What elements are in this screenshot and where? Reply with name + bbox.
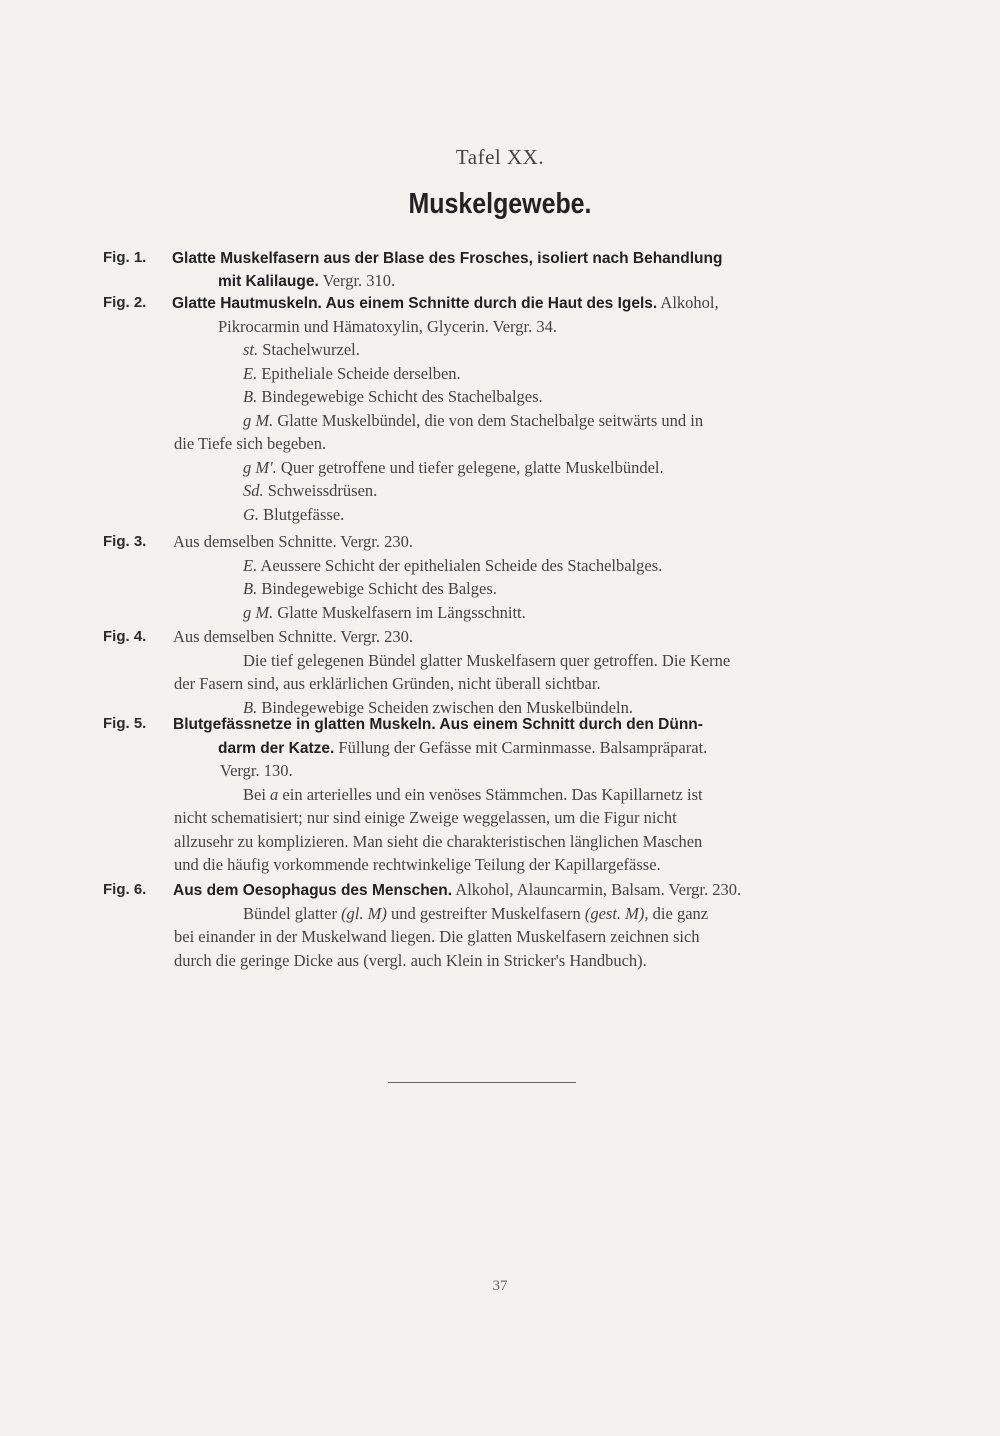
body-text: und die häufig vorkommende rechtwinkelige Teilung der Kapillargefässe. (174, 855, 661, 874)
figure-label: Fig. 5. (103, 715, 147, 732)
figure-text-line (172, 293, 719, 314)
abbreviation-text: B. (243, 697, 258, 717)
abbreviation-text: B. (243, 579, 258, 598)
abbreviation-text: E. (243, 555, 258, 575)
body-text: Glatte Muskelbündel, die von dem Stachelbalge seitwärts und in (273, 410, 704, 430)
body-text: Die tief gelegenen Bündel glatter Muskelfasern quer getroffen. Die Kerne (243, 650, 731, 670)
figure-text-line (173, 714, 703, 735)
figure-text-line (174, 674, 601, 694)
abbreviation-text: g M. (243, 602, 274, 622)
abbreviation-text: Sd. (243, 481, 264, 500)
body-text: Quer getroffene und tiefer gelegene, glatte Muskelbündel. (276, 457, 664, 477)
body-text: Schweissdrüsen. (263, 481, 378, 500)
abbreviation-text: (gest. M), (584, 903, 649, 923)
figure-text-line (174, 434, 326, 454)
body-text: durch die geringe Dicke aus (vergl. auch Klein in Stricker's Handbuch). (174, 950, 647, 970)
body-text: Bindegewebige Schicht des Stachelbalges. (257, 387, 543, 406)
figure-heading-text: Glatte Hautmuskeln. Aus einem Schnitte durch die Haut des Igels. (172, 295, 658, 312)
figure-text-line (173, 532, 413, 552)
body-text: Füllung der Gefässe mit Carminmasse. Balsampräparat. (334, 737, 708, 757)
body-text: Vergr. 130. (220, 761, 293, 780)
figure-text-line (243, 603, 526, 623)
figure-label: Fig. 6. (103, 881, 147, 898)
figure-heading-text: darm der Katze. (218, 739, 335, 757)
figure-text-line (243, 556, 662, 576)
figure-text-line (174, 808, 677, 828)
figure-text-line (220, 761, 293, 781)
figure-label: Fig. 4. (103, 628, 147, 645)
body-text: ein arterielles und ein venöses Stämmchen. Das Kapillarnetz ist (278, 784, 703, 804)
body-text: Blutgefässe. (259, 504, 345, 524)
figure-text-line (243, 411, 703, 431)
abbreviation-text: B. (243, 387, 258, 406)
figure-text-line (243, 579, 497, 599)
body-text: allzusehr zu komplizieren. Man sieht die charakteristischen länglichen Maschen (174, 831, 703, 851)
abbreviation-text: E. (243, 363, 258, 383)
abbreviation-text: G. (243, 504, 260, 524)
body-text: bei einander in der Muskelwand liegen. Die glatten Muskelfasern zeichnen sich (174, 927, 700, 946)
body-text: Alkohol, Alauncarmin, Balsam. Vergr. 230. (452, 880, 742, 899)
figure-text-line (243, 364, 461, 384)
body-text: der Fasern sind, aus erklärlichen Gründen, nicht überall sichtbar. (174, 674, 601, 693)
body-text: Aeussere Schicht der epithelialen Scheide des Stachelbalges. (257, 555, 663, 575)
figure-text-line (243, 904, 708, 924)
body-text: Glatte Muskelfasern im Längsschnitt. (273, 602, 526, 622)
body-text: Epitheliale Scheide derselben. (257, 363, 461, 383)
figure-text-line (174, 832, 702, 852)
figure-text-line (243, 340, 360, 360)
figure-text-line (174, 927, 700, 947)
figure-text-line (243, 481, 377, 501)
figure-heading-text: mit Kalilauge. (218, 272, 319, 290)
figure-label: Fig. 3. (103, 533, 147, 550)
page-number: 37 (492, 1278, 508, 1294)
body-text: Alkohol, (657, 293, 719, 312)
abbreviation-text: st. (243, 340, 259, 359)
abbreviation-text: g M. (243, 410, 274, 430)
figure-text-line (174, 951, 647, 971)
figure-text-line (243, 785, 703, 805)
figure-text-line (173, 880, 741, 901)
body-text: die ganz (648, 903, 709, 923)
body-text: die Tiefe sich begeben. (174, 434, 327, 453)
figure-text-line (218, 271, 395, 292)
figure-heading-text: Glatte Muskelfasern aus der Blase des Frosches, isoliert nach Behandlung (172, 250, 723, 267)
body-text: Bei (243, 784, 271, 804)
body-text: und gestreifter Muskelfasern (386, 903, 585, 923)
plate-title: Tafel XX. (455, 145, 545, 169)
closing-rule (388, 1082, 576, 1083)
body-text: Aus demselben Schnitte. Vergr. 230. (173, 532, 413, 551)
figure-text-line (243, 387, 543, 407)
figure-text-line (243, 458, 664, 478)
figure-text-line (218, 738, 707, 759)
abbreviation-text: a (270, 784, 279, 804)
abbreviation-text: (gl. M) (341, 903, 387, 923)
figure-text-line (243, 505, 344, 525)
figure-text-line (173, 627, 413, 647)
abbreviation-text: g M'. (243, 457, 277, 477)
figure-text-line (218, 317, 557, 337)
body-text: nicht schematisiert; nur sind einige Zweige weggelassen, um die Figur nicht (174, 808, 677, 827)
figure-heading-text: Blutgefässnetze in glatten Muskeln. Aus einem Schnitt durch den Dünn- (173, 716, 703, 733)
body-text: Pikrocarmin und Hämatoxylin, Glycerin. Vergr. 34. (218, 316, 557, 336)
figure-label: Fig. 2. (103, 294, 147, 311)
figure-text-line (243, 651, 730, 671)
body-text: Bündel glatter (243, 903, 342, 923)
body-text: Stachelwurzel. (258, 340, 360, 359)
figure-label: Fig. 1. (103, 249, 147, 266)
body-text: Vergr. 310. (318, 270, 396, 290)
figure-text-line (172, 248, 722, 269)
figure-text-line (174, 855, 661, 875)
body-text: Bindegewebige Schicht des Balges. (257, 579, 497, 598)
figure-heading-text: Aus dem Oesophagus des Menschen. (173, 882, 453, 899)
section-title: Muskelgewebe. (408, 188, 592, 220)
body-text: Bindegewebige Scheiden zwischen den Muskelbündeln. (257, 697, 633, 717)
body-text: Aus demselben Schnitte. Vergr. 230. (173, 627, 413, 646)
